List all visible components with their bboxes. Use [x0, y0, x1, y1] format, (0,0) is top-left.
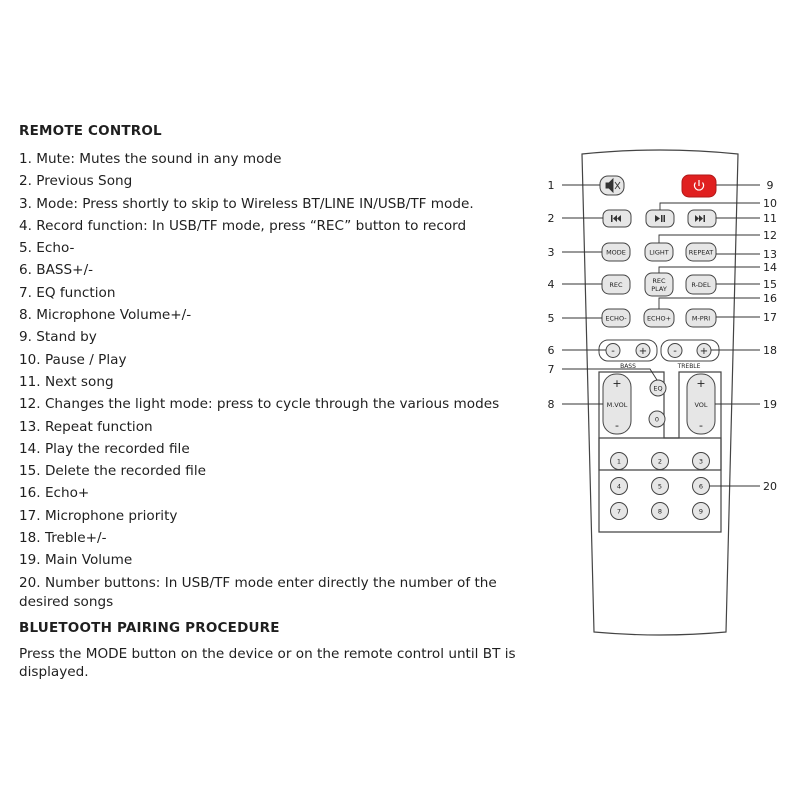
repeat-label: REPEAT — [688, 248, 714, 257]
treble-label: TREBLE — [677, 363, 701, 370]
function-list — [19, 148, 524, 612]
number-label: 9 — [698, 507, 704, 516]
list-item: 17. Microphone priority — [19, 507, 178, 524]
callout-12: 12 — [763, 229, 777, 242]
bass-plus-button[interactable] — [636, 344, 650, 358]
callout-14: 14 — [763, 261, 777, 274]
list-item: 2. Previous Song — [19, 173, 133, 190]
list-item: 10. Pause / Play — [19, 351, 127, 368]
mic-volume-plus[interactable]: + — [612, 377, 622, 390]
main-volume-plus[interactable]: + — [696, 377, 706, 390]
callout-8: 8 — [547, 398, 555, 411]
number-label: 3 — [698, 457, 704, 466]
callout-6: 6 — [547, 344, 555, 357]
main-volume-rocker[interactable] — [687, 374, 715, 434]
rec-label: REC — [609, 281, 623, 289]
callout-4: 4 — [547, 278, 555, 291]
treble-control — [661, 340, 719, 370]
number-button-3[interactable] — [693, 453, 710, 470]
next-button[interactable] — [688, 210, 716, 227]
echo-plus-label: ECHO+ — [646, 314, 672, 323]
eq-label: EQ — [653, 384, 663, 393]
list-item: 15. Delete the recorded file — [19, 463, 206, 480]
callout-19: 19 — [763, 398, 777, 411]
callout-11: 11 — [763, 212, 777, 225]
play-pause-button[interactable] — [646, 210, 674, 227]
number-button-0[interactable] — [649, 411, 665, 427]
callout-16: 16 — [763, 292, 777, 305]
callout-15: 15 — [763, 278, 777, 291]
echo-minus-label: ECHO- — [605, 314, 627, 323]
number-label: 7 — [616, 507, 622, 516]
callout-9: 9 — [766, 179, 774, 192]
number-label: 5 — [657, 482, 663, 491]
remote-control-diagram — [530, 140, 800, 650]
callout-1: 1 — [547, 179, 555, 192]
number-button-1[interactable] — [611, 453, 628, 470]
treble-plus-label: + — [699, 346, 709, 357]
callout-17: 17 — [763, 311, 777, 324]
eq-button[interactable] — [650, 380, 666, 396]
rec-play-label-line1: REC — [652, 277, 666, 285]
list-item: 3. Mode: Press shortly to skip to Wireless BT/LINE IN/USB/TF mode. — [19, 195, 474, 212]
number-label: 6 — [698, 482, 704, 491]
light-button[interactable] — [645, 243, 673, 261]
bluetooth-instructions: Press the MODE button on the device or on the remote control until BT is displayed. — [19, 646, 516, 680]
number-label: 8 — [657, 507, 663, 516]
mode-button[interactable] — [602, 243, 630, 261]
list-item: 8. Microphone Volume+/- — [19, 307, 192, 324]
number-button-4[interactable] — [611, 478, 628, 495]
list-item: 19. Main Volume — [19, 552, 133, 569]
main-volume-minus[interactable]: - — [699, 419, 703, 432]
number-button-9[interactable] — [693, 503, 710, 520]
repeat-button[interactable] — [686, 243, 716, 261]
echo-minus-button[interactable] — [602, 309, 630, 327]
treble-minus-label: - — [673, 346, 677, 357]
treble-plus-button[interactable] — [697, 344, 711, 358]
list-item: 9. Stand by — [19, 329, 97, 346]
bass-minus-label: - — [611, 346, 615, 357]
m-pri-label: M-PRI — [691, 314, 711, 323]
m-pri-button[interactable] — [686, 309, 716, 327]
callout-13: 13 — [763, 248, 777, 261]
number-label: 0 — [654, 415, 660, 424]
list-item: 20. Number buttons: In USB/TF mode enter directly the number of the desired songs — [19, 574, 497, 610]
callout-3: 3 — [547, 246, 555, 259]
power-button[interactable] — [682, 175, 716, 197]
number-button-5[interactable] — [652, 478, 669, 495]
list-item: 16. Echo+ — [19, 485, 90, 502]
callout-5: 5 — [547, 312, 555, 325]
callout-18: 18 — [763, 344, 777, 357]
mute-button[interactable] — [600, 176, 624, 195]
bass-label: BASS — [620, 363, 636, 370]
echo-plus-button[interactable] — [644, 309, 674, 327]
bass-plus-label: + — [638, 346, 648, 357]
list-item: 18. Treble+/- — [19, 530, 107, 547]
number-label: 1 — [616, 457, 622, 466]
list-item: 5. Echo- — [19, 240, 75, 257]
callout-20: 20 — [763, 480, 777, 493]
rec-play-button[interactable] — [645, 273, 673, 296]
mode-label: MODE — [606, 248, 626, 257]
number-button-8[interactable] — [652, 503, 669, 520]
bass-control — [599, 340, 657, 370]
number-button-7[interactable] — [611, 503, 628, 520]
number-label: 4 — [616, 482, 622, 491]
mic-volume-label: M.VOL — [606, 401, 628, 409]
list-item: 6. BASS+/- — [19, 262, 94, 279]
remote-control-title: REMOTE CONTROL — [19, 123, 162, 139]
list-item: 4. Record function: In USB/TF mode, press “REC” button to record — [19, 217, 467, 234]
treble-minus-button[interactable] — [668, 344, 682, 358]
light-label: LIGHT — [649, 248, 669, 257]
list-item: 12. Changes the light mode: press to cycle through the various modes — [19, 396, 500, 413]
bass-minus-button[interactable] — [606, 344, 620, 358]
rec-play-label-line2: PLAY — [651, 285, 667, 293]
previous-button[interactable] — [603, 210, 631, 227]
list-item: 14. Play the recorded file — [19, 440, 190, 457]
callout-7: 7 — [547, 363, 555, 376]
callout-2: 2 — [547, 212, 555, 225]
number-label: 2 — [657, 457, 663, 466]
list-item: 1. Mute: Mutes the sound in any mode — [19, 151, 282, 167]
bluetooth-title: BLUETOOTH PAIRING PROCEDURE — [19, 620, 280, 636]
number-button-6[interactable] — [693, 478, 710, 495]
rec-button[interactable] — [602, 275, 630, 294]
mic-volume-minus[interactable]: - — [615, 419, 619, 432]
list-item: 7. EQ function — [19, 284, 116, 301]
number-button-2[interactable] — [652, 453, 669, 470]
list-item: 11. Next song — [19, 373, 114, 390]
main-volume-label: VOL — [694, 401, 708, 409]
r-del-label: R-DEL — [691, 281, 711, 289]
r-del-button[interactable] — [686, 275, 716, 294]
mic-volume-rocker[interactable] — [603, 374, 631, 434]
callout-10: 10 — [763, 197, 777, 210]
list-item: 13. Repeat function — [19, 418, 153, 435]
